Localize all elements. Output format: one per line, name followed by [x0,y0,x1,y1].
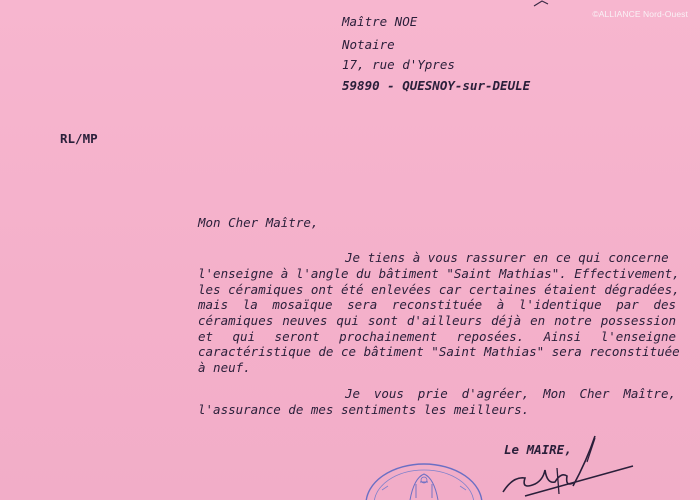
body-line: céramiques neuves qui sont d'ailleurs déjà en notre possession [198,313,676,328]
body-line: et qui seront prochainement reposées. Ainsi l'enseigne [198,329,676,344]
reference-code: RL/MP [60,131,98,146]
body-line: l'enseigne à l'angle du bâtiment "Saint Mathias". Effectivement, [198,266,680,281]
body-line: les céramiques ont été enlevées car certaines étaient dégradées, [198,282,680,297]
signatory-title: Le MAIRE, [504,442,572,457]
body-line: à neuf. [198,360,251,375]
salutation: Mon Cher Maître, [198,215,319,230]
recipient-city: 59890 - QUESNOY-sur-DEULE [342,78,531,93]
official-stamp-seal [362,460,486,500]
copyright-notice: ©ALLIANCE Nord-Ouest [592,9,688,19]
body-line: Je vous prie d'agréer, Mon Cher Maître, [345,386,676,401]
recipient-street: 17, rue d'Ypres [342,57,455,72]
corner-pen-mark [532,0,552,8]
recipient-title: Notaire [342,37,395,52]
handwritten-signature [495,432,645,500]
recipient-name: Maître NOE [342,14,418,29]
body-line: mais la mosaïque sera reconstituée à l'identique par des [198,297,676,312]
body-line: l'assurance de mes sentiments les meilleurs. [198,402,530,417]
body-line: Je tiens à vous rassurer en ce qui concerne [345,250,669,265]
body-line: caractéristique de ce bâtiment "Saint Mathias" sera reconstituée [198,344,680,359]
